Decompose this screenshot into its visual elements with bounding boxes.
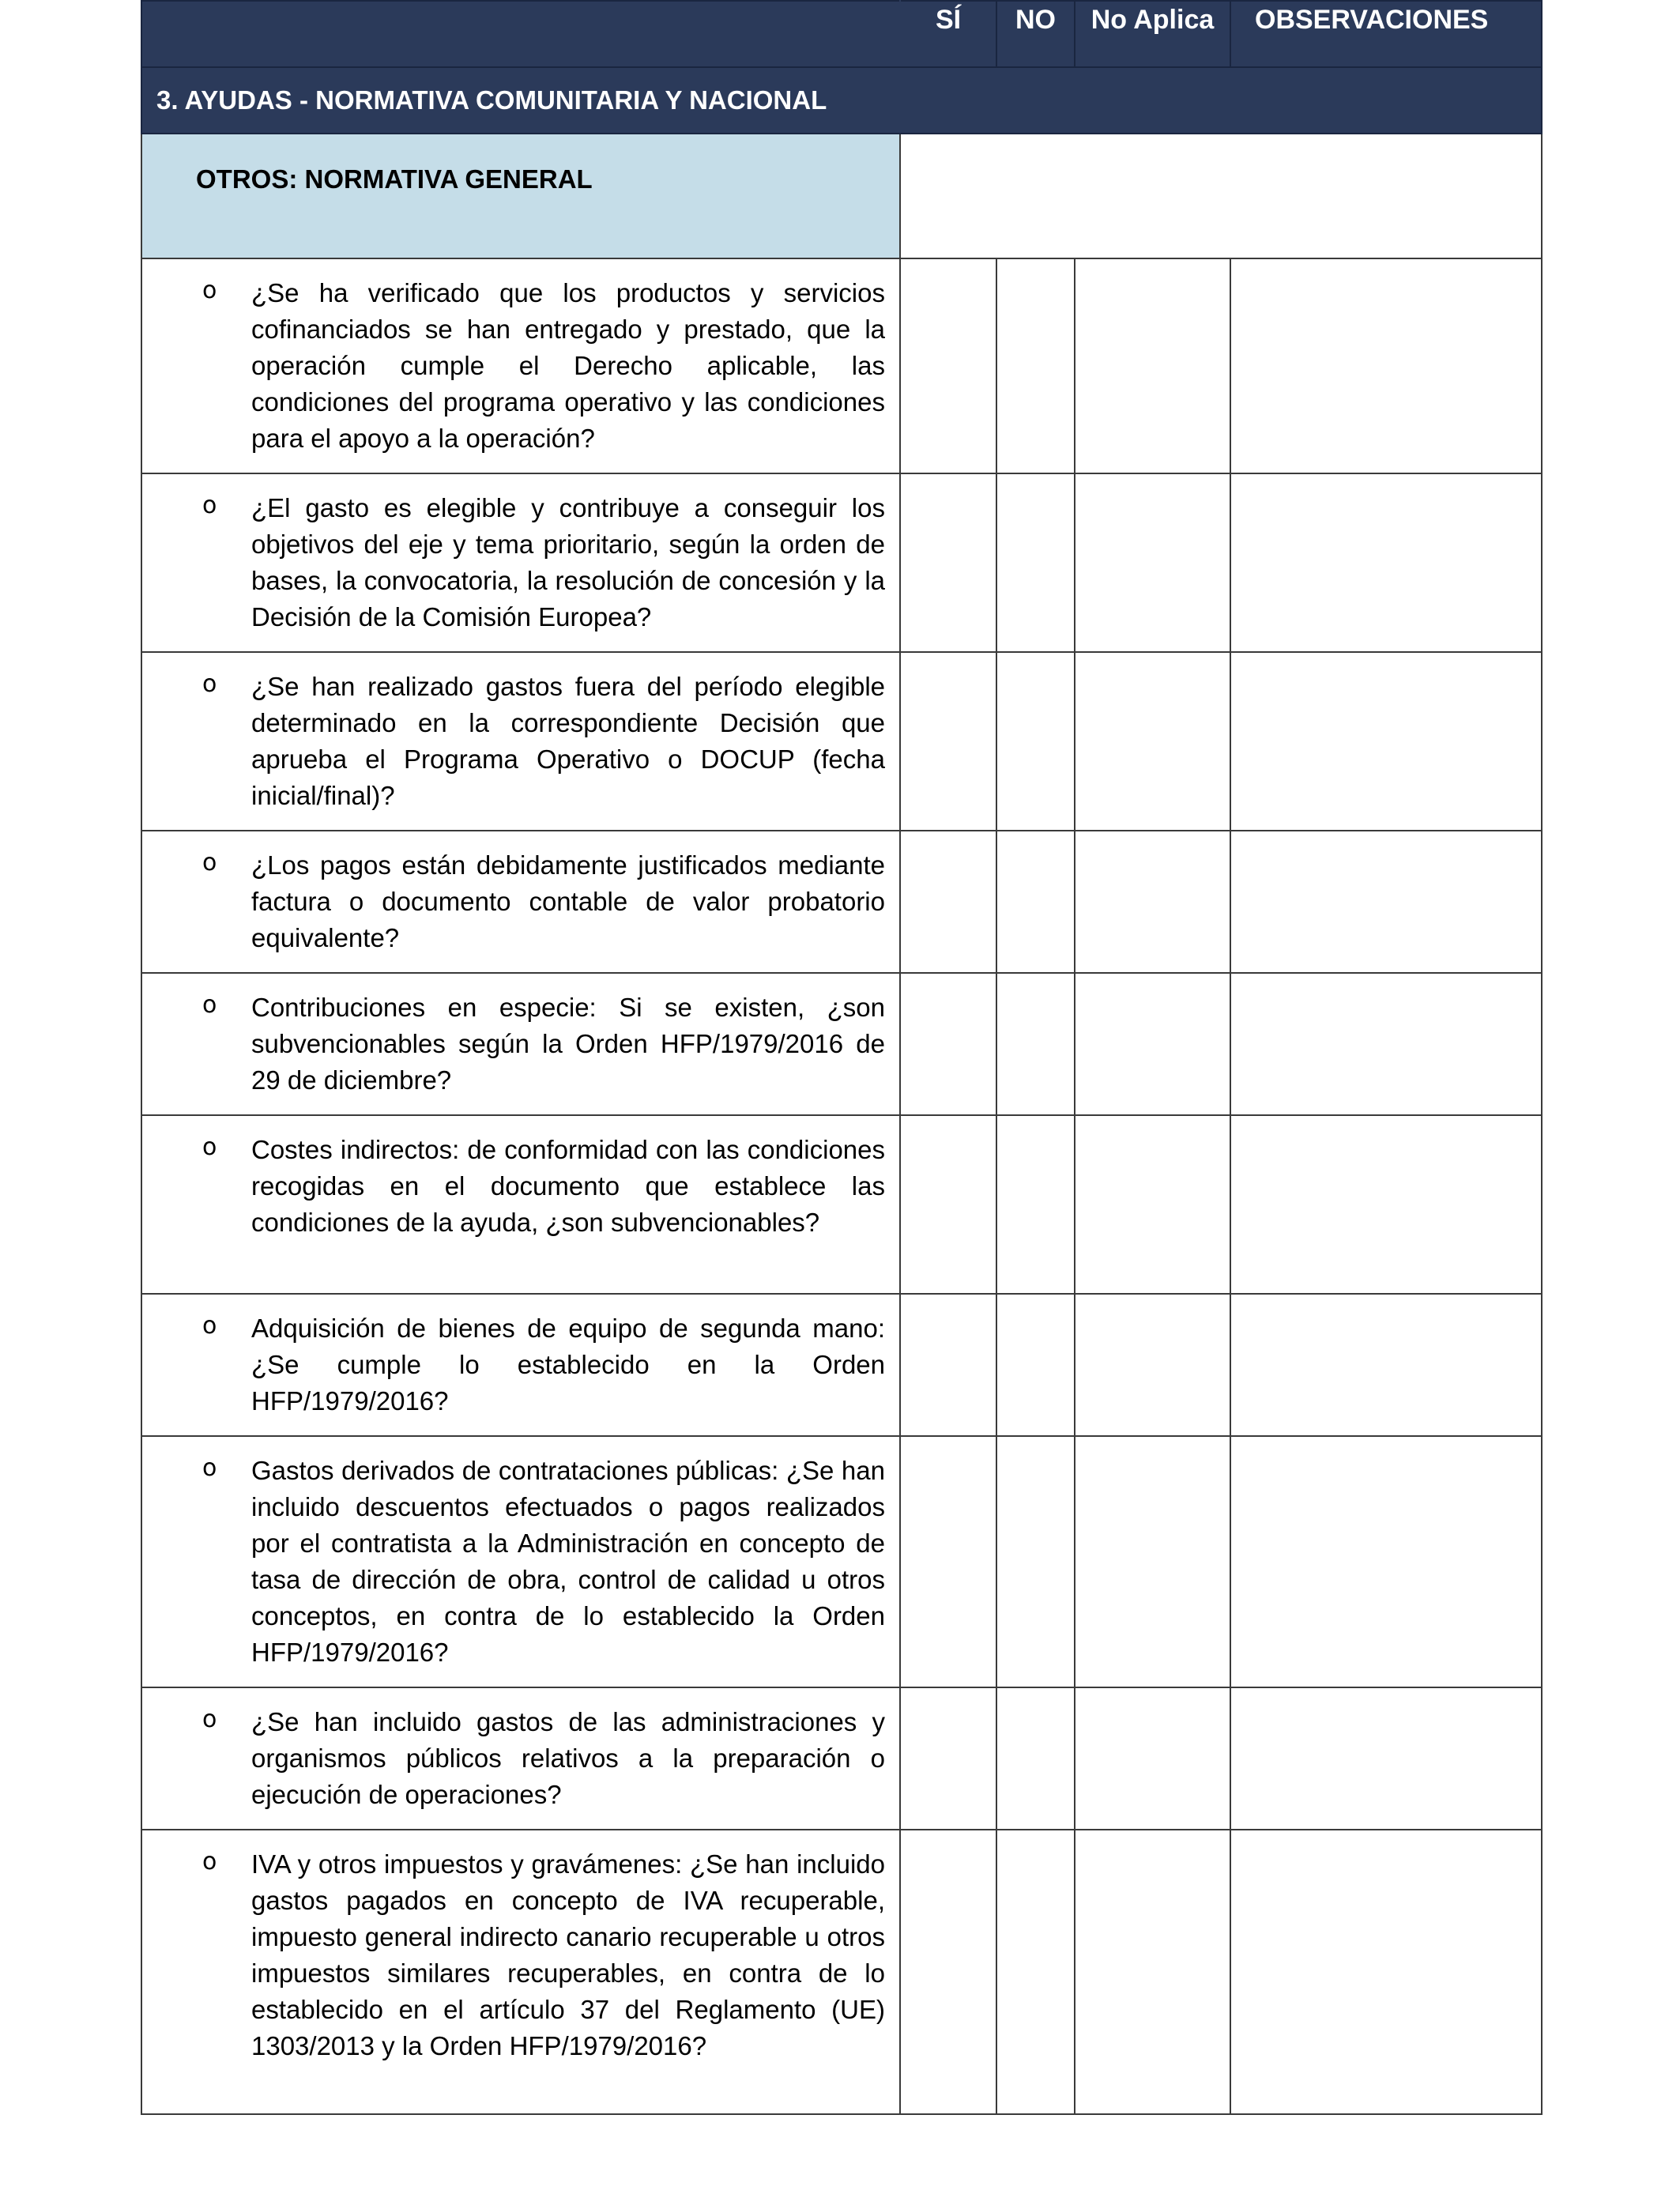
answer-na-cell[interactable] bbox=[1075, 1115, 1230, 1294]
answer-na-cell[interactable] bbox=[1075, 973, 1230, 1115]
question-cell bbox=[141, 1830, 900, 2114]
question-text: ¿Se han incluido gastos de las administraciones y organismos públicos relativos a la preparación o ejecución de operaciones? bbox=[251, 1707, 885, 1809]
question-row bbox=[141, 652, 1542, 831]
question-row bbox=[141, 973, 1542, 1115]
header-si-label: SÍ bbox=[935, 5, 962, 35]
header-no-label: NO bbox=[1015, 5, 1056, 35]
checklist-table bbox=[141, 0, 1543, 2115]
observaciones-cell[interactable] bbox=[1230, 652, 1542, 831]
observaciones-cell[interactable] bbox=[1230, 258, 1542, 473]
subsection-cell bbox=[141, 134, 900, 258]
bullet-icon: o bbox=[202, 1133, 217, 1161]
question-cell bbox=[141, 831, 900, 973]
answer-no-cell[interactable] bbox=[996, 473, 1075, 652]
bullet-icon: o bbox=[202, 277, 217, 304]
header-na-label: No Aplica bbox=[1090, 5, 1215, 35]
question-row bbox=[141, 1830, 1542, 2114]
subsection-empty-cell bbox=[900, 134, 1542, 258]
answer-si-cell[interactable] bbox=[900, 1115, 996, 1294]
answer-na-cell[interactable] bbox=[1075, 258, 1230, 473]
header-si-cell bbox=[900, 1, 996, 67]
header-obs-label: OBSERVACIONES bbox=[1255, 5, 1489, 35]
question-row bbox=[141, 831, 1542, 973]
answer-na-cell[interactable] bbox=[1075, 652, 1230, 831]
question-text: ¿El gasto es elegible y contribuye a conseguir los objetivos del eje y tema prioritario, según la orden de bases, la convocatoria, la resolución de concesión y la Decisión de la Comisión Europea? bbox=[251, 493, 885, 631]
question-cell bbox=[141, 1687, 900, 1830]
question-cell bbox=[141, 973, 900, 1115]
subsection-row bbox=[141, 134, 1542, 258]
observaciones-cell[interactable] bbox=[1230, 1687, 1542, 1830]
observaciones-cell[interactable] bbox=[1230, 473, 1542, 652]
answer-si-cell[interactable] bbox=[900, 1294, 996, 1436]
bullet-icon: o bbox=[202, 1312, 217, 1340]
bullet-icon: o bbox=[202, 1454, 217, 1482]
question-text: ¿Los pagos están debidamente justificados mediante factura o documento contable de valor probatorio equivalente? bbox=[251, 850, 885, 952]
header-no-cell bbox=[996, 1, 1075, 67]
question-cell bbox=[141, 1115, 900, 1294]
question-cell bbox=[141, 473, 900, 652]
bullet-icon: o bbox=[202, 849, 217, 876]
answer-na-cell[interactable] bbox=[1075, 473, 1230, 652]
answer-no-cell[interactable] bbox=[996, 652, 1075, 831]
observaciones-cell[interactable] bbox=[1230, 1436, 1542, 1687]
header-na-cell bbox=[1075, 1, 1230, 67]
answer-na-cell[interactable] bbox=[1075, 1687, 1230, 1830]
bullet-icon: o bbox=[202, 1706, 217, 1733]
bullet-icon: o bbox=[202, 670, 217, 698]
question-cell bbox=[141, 1436, 900, 1687]
question-row bbox=[141, 473, 1542, 652]
bullet-icon: o bbox=[202, 1848, 217, 1875]
section-row bbox=[141, 67, 1542, 134]
question-cell bbox=[141, 258, 900, 473]
observaciones-cell[interactable] bbox=[1230, 973, 1542, 1115]
bullet-icon: o bbox=[202, 492, 217, 519]
answer-si-cell[interactable] bbox=[900, 1687, 996, 1830]
answer-no-cell[interactable] bbox=[996, 831, 1075, 973]
question-text: ¿Se ha verificado que los productos y servicios cofinanciados se han entregado y prestado, que la operación cumple el Derecho aplicable, las condiciones del programa operativo y las condiciones para el apoyo a la operación? bbox=[251, 278, 885, 453]
observaciones-cell[interactable] bbox=[1230, 831, 1542, 973]
answer-na-cell[interactable] bbox=[1075, 831, 1230, 973]
question-text: ¿Se han realizado gastos fuera del período elegible determinado en la correspondiente Decisión que aprueba el Programa Operativo o DOCUP (fecha inicial/final)? bbox=[251, 672, 885, 810]
question-text: IVA y otros impuestos y gravámenes: ¿Se han incluido gastos pagados en concepto de IVA recuperable, impuesto general indirecto canario recuperable u otros impuestos similares recuperables, en contra de lo establecido en el artículo 37 del Reglamento (UE) 1303/2013 y la Orden HFP/1979/2016? bbox=[251, 1849, 885, 2060]
question-row bbox=[141, 258, 1542, 473]
question-row bbox=[141, 1687, 1542, 1830]
observaciones-cell[interactable] bbox=[1230, 1115, 1542, 1294]
question-text: Adquisición de bienes de equipo de segunda mano: ¿Se cumple lo establecido en la Orden HFP/1979/2016? bbox=[251, 1314, 885, 1416]
answer-na-cell[interactable] bbox=[1075, 1830, 1230, 2114]
answer-si-cell[interactable] bbox=[900, 831, 996, 973]
answer-si-cell[interactable] bbox=[900, 258, 996, 473]
answer-si-cell[interactable] bbox=[900, 973, 996, 1115]
header-blank-cell bbox=[141, 1, 900, 67]
section-cell bbox=[141, 67, 1542, 134]
question-text: Gastos derivados de contrataciones públicas: ¿Se han incluido descuentos efectuados o pagos realizados por el contratista a la Administración en concepto de tasa de dirección de obra, control de calidad u otros conceptos, en contra de lo establecido la Orden HFP/1979/2016? bbox=[251, 1456, 885, 1667]
question-cell bbox=[141, 1294, 900, 1436]
observaciones-cell[interactable] bbox=[1230, 1294, 1542, 1436]
answer-no-cell[interactable] bbox=[996, 258, 1075, 473]
question-rows bbox=[141, 258, 1542, 2114]
answer-si-cell[interactable] bbox=[900, 473, 996, 652]
header-row bbox=[141, 1, 1542, 67]
answer-si-cell[interactable] bbox=[900, 1436, 996, 1687]
answer-na-cell[interactable] bbox=[1075, 1294, 1230, 1436]
question-text: Contribuciones en especie: Si se existen, ¿son subvencionables según la Orden HFP/1979/2016 de 29 de diciembre? bbox=[251, 993, 885, 1095]
question-row bbox=[141, 1115, 1542, 1294]
subsection-title: OTROS: NORMATIVA GENERAL bbox=[196, 164, 593, 194]
answer-si-cell[interactable] bbox=[900, 1830, 996, 2114]
section-title: 3. AYUDAS - NORMATIVA COMUNITARIA Y NACIONAL bbox=[156, 85, 827, 115]
question-text: Costes indirectos: de conformidad con las condiciones recogidas en el documento que establece las condiciones de la ayuda, ¿son subvencionables? bbox=[251, 1135, 885, 1237]
answer-no-cell[interactable] bbox=[996, 1687, 1075, 1830]
question-row bbox=[141, 1294, 1542, 1436]
answer-na-cell[interactable] bbox=[1075, 1436, 1230, 1687]
answer-no-cell[interactable] bbox=[996, 1294, 1075, 1436]
answer-no-cell[interactable] bbox=[996, 1115, 1075, 1294]
answer-no-cell[interactable] bbox=[996, 1436, 1075, 1687]
answer-si-cell[interactable] bbox=[900, 652, 996, 831]
observaciones-cell[interactable] bbox=[1230, 1830, 1542, 2114]
answer-no-cell[interactable] bbox=[996, 973, 1075, 1115]
answer-no-cell[interactable] bbox=[996, 1830, 1075, 2114]
bullet-icon: o bbox=[202, 991, 217, 1019]
header-obs-cell bbox=[1230, 1, 1542, 67]
question-row bbox=[141, 1436, 1542, 1687]
question-cell bbox=[141, 652, 900, 831]
